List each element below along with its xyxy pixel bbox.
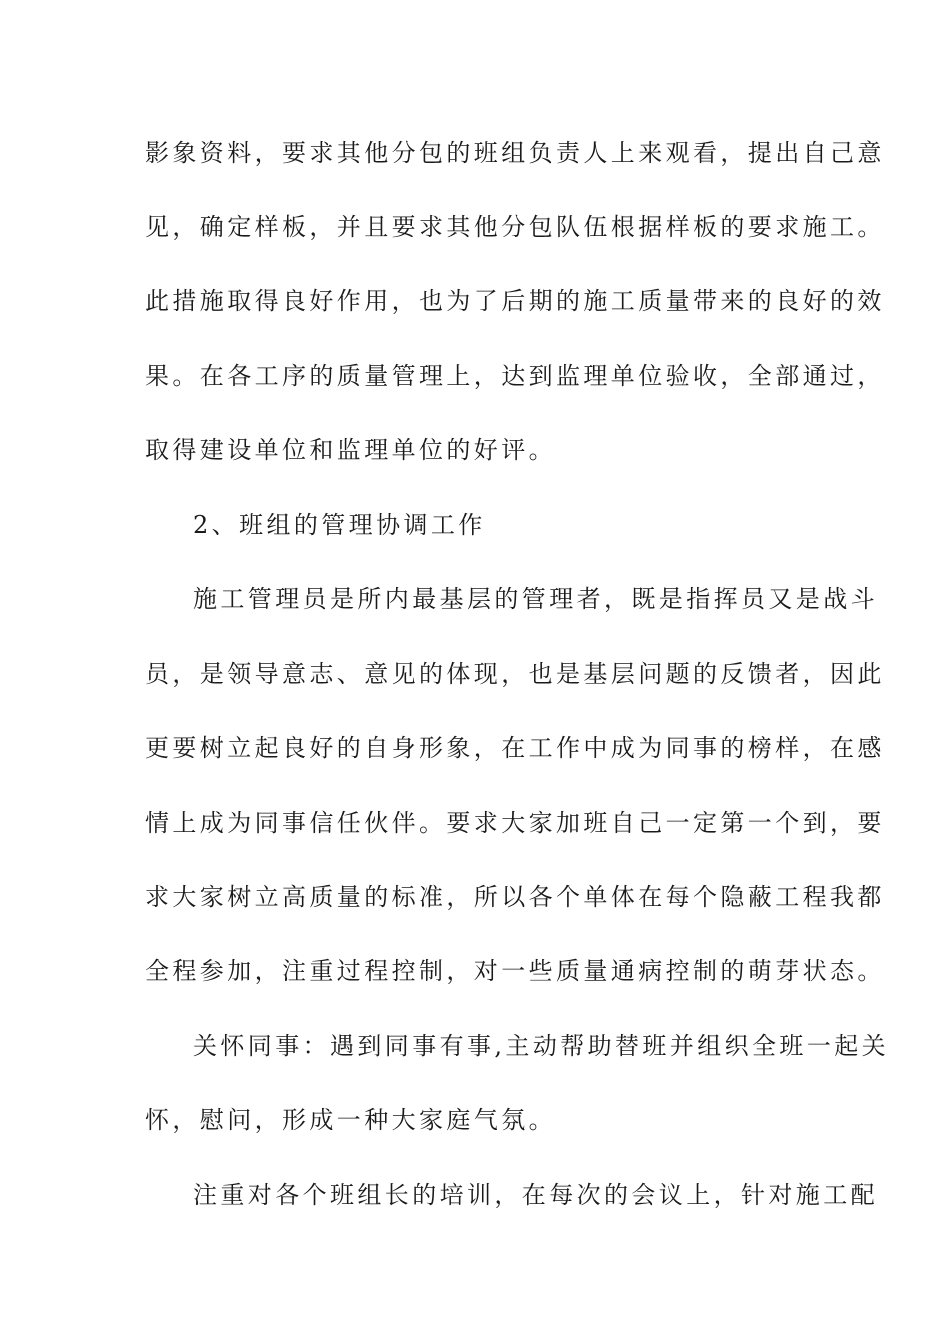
paragraph-line: 果。在各工序的质量管理上，达到监理单位验收，全部通过， (145, 362, 885, 390)
paragraph-line: 怀，慰问，形成一种大家庭气氛。 (145, 1106, 556, 1134)
paragraph-line: 注重对各个班组长的培训，在每次的会议上，针对施工配 (193, 1181, 878, 1209)
paragraph-line: 此措施取得良好作用，也为了后期的施工质量带来的良好的效 (145, 287, 885, 315)
section-heading: 2、班组的管理协调工作 (193, 511, 486, 539)
paragraph-line: 取得建设单位和监理单位的好评。 (145, 436, 556, 464)
paragraph-line: 影象资料，要求其他分包的班组负责人上来观看，提出自己意 (145, 139, 885, 167)
paragraph-line: 更要树立起良好的自身形象，在工作中成为同事的榜样，在感 (145, 734, 885, 762)
paragraph-line: 施工管理员是所内最基层的管理者，既是指挥员又是战斗 (193, 585, 878, 613)
paragraph-line: 员，是领导意志、意见的体现，也是基层问题的反馈者，因此 (145, 660, 885, 688)
paragraph-line: 见，确定样板，并且要求其他分包队伍根据样板的要求施工。 (145, 213, 885, 241)
paragraph-line: 情上成为同事信任伙伴。要求大家加班自己一定第一个到，要 (145, 809, 885, 837)
paragraph-line: 求大家树立高质量的标准，所以各个单体在每个隐蔽工程我都 (145, 883, 885, 911)
paragraph-line: 关怀同事：遇到同事有事,主动帮助替班并组织全班一起关 (193, 1032, 890, 1060)
paragraph-line: 全程参加，注重过程控制，对一些质量通病控制的萌芽状态。 (145, 957, 885, 985)
